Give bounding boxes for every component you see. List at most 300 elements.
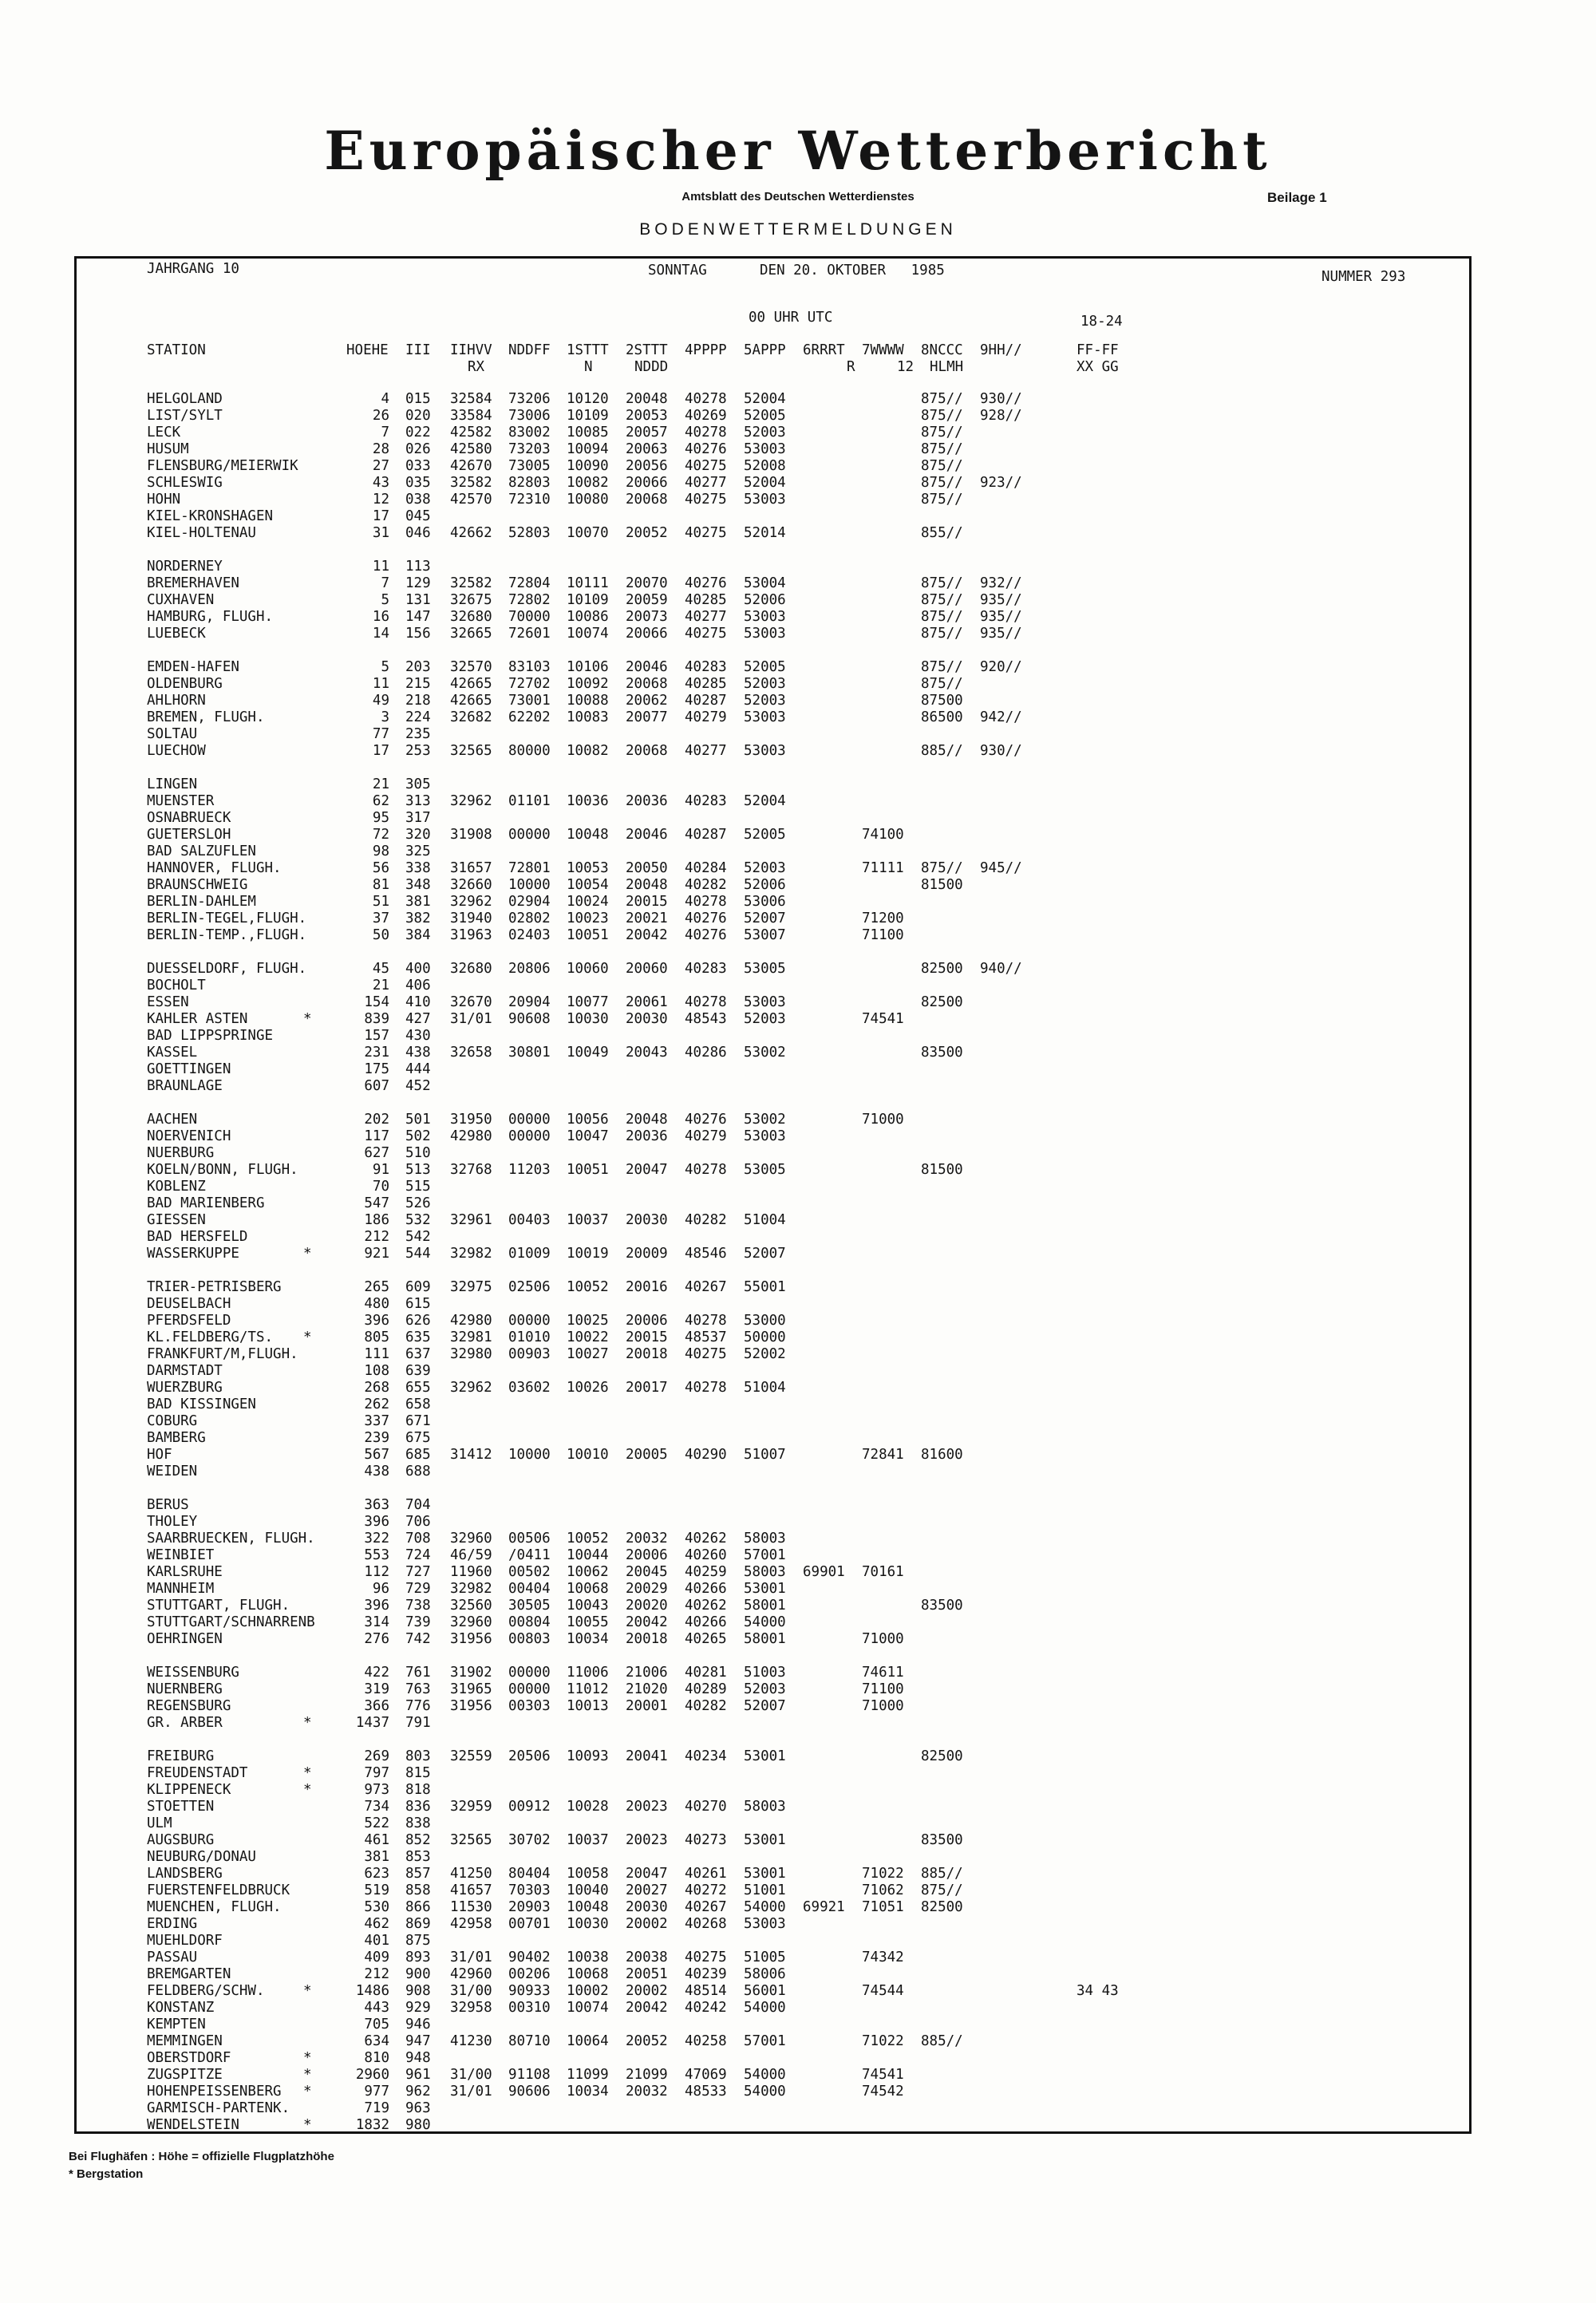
station-name: OSNABRUECK xyxy=(147,810,231,826)
mountain-station-marker: * xyxy=(303,1011,312,1027)
synop-group-2: 30505 xyxy=(508,1598,551,1614)
synop-group-6: 52007 xyxy=(744,1698,786,1714)
synop-group-6: 53003 xyxy=(744,1128,786,1144)
synop-group-1: 41250 xyxy=(450,1866,492,1882)
synop-group-1: 42980 xyxy=(450,1128,492,1144)
synop-group-1: 31/00 xyxy=(450,1983,492,1999)
synop-group-4: 20053 xyxy=(626,408,668,424)
station-index: 381 xyxy=(405,894,431,910)
synop-group-2: 03602 xyxy=(508,1380,551,1396)
synop-group-2: 70000 xyxy=(508,609,551,625)
synop-group-1: 32768 xyxy=(450,1162,492,1178)
station-height: 1437 xyxy=(355,1715,389,1731)
synop-group-6: 52003 xyxy=(744,860,786,876)
synop-group-5: 40285 xyxy=(685,592,727,608)
synop-group-4: 20030 xyxy=(626,1011,668,1027)
station-height: 522 xyxy=(364,1815,389,1831)
synop-group-9: 875// xyxy=(921,391,963,407)
station-index: 761 xyxy=(405,1665,431,1681)
station-height: 28 xyxy=(372,441,389,457)
station-height: 366 xyxy=(364,1698,389,1714)
station-height: 27 xyxy=(372,458,389,474)
synop-group-9: 87500 xyxy=(921,693,963,709)
synop-group-3: 10083 xyxy=(567,709,609,725)
station-name: MUENSTER xyxy=(147,793,215,809)
synop-group-5: 40262 xyxy=(685,1531,727,1547)
station-index: 224 xyxy=(405,709,431,725)
station-height: 567 xyxy=(364,1447,389,1463)
synop-group-2: 01010 xyxy=(508,1329,551,1345)
station-name: AUGSBURG xyxy=(147,1832,215,1848)
synop-group-1: 42980 xyxy=(450,1313,492,1329)
synop-group-9: 875// xyxy=(921,441,963,457)
station-name: HANNOVER, FLUGH. xyxy=(147,860,282,876)
header-group2: NDDFF xyxy=(508,342,551,358)
station-height: 265 xyxy=(364,1279,389,1295)
station-name: FUERSTENFELDBRUCK xyxy=(147,1882,290,1898)
synop-group-5: 40275 xyxy=(685,1949,727,1965)
synop-group-6: 52005 xyxy=(744,827,786,843)
synop-group-4: 20006 xyxy=(626,1313,668,1329)
synop-group-3: 10055 xyxy=(567,1614,609,1630)
synop-group-2: 91108 xyxy=(508,2067,551,2083)
station-height: 108 xyxy=(364,1363,389,1379)
synop-group-6: 57001 xyxy=(744,1547,786,1563)
station-name: FRANKFURT/M,FLUGH. xyxy=(147,1346,298,1362)
synop-group-3: 10013 xyxy=(567,1698,609,1714)
synop-group-6: 53007 xyxy=(744,927,786,943)
station-name: WEINBIET xyxy=(147,1547,215,1563)
synop-group-9: 83500 xyxy=(921,1832,963,1848)
station-height: 91 xyxy=(372,1162,389,1178)
station-name: AACHEN xyxy=(147,1112,198,1128)
synop-group-5: 40282 xyxy=(685,1698,727,1714)
synop-group-3: 10044 xyxy=(567,1547,609,1563)
station-index: 384 xyxy=(405,927,431,943)
station-index: 858 xyxy=(405,1882,431,1898)
synop-group-1: 31963 xyxy=(450,927,492,943)
synop-group-1: 31956 xyxy=(450,1631,492,1647)
station-index: 444 xyxy=(405,1061,431,1077)
station-index: 510 xyxy=(405,1145,431,1161)
synop-group-5: 40269 xyxy=(685,408,727,424)
station-name: SAARBRUECKEN, FLUGH. xyxy=(147,1531,315,1547)
station-height: 1486 xyxy=(355,1983,389,1999)
station-name: KIEL-HOLTENAU xyxy=(147,525,256,541)
station-height: 627 xyxy=(364,1145,389,1161)
header-group7: 6RRRT xyxy=(803,342,845,358)
synop-group-3: 10030 xyxy=(567,1916,609,1932)
synop-group-6: 52005 xyxy=(744,408,786,424)
station-name: PFERDSFELD xyxy=(147,1313,231,1329)
station-index: 033 xyxy=(405,458,431,474)
synop-group-9: 86500 xyxy=(921,709,963,725)
synop-group-4: 20070 xyxy=(626,575,668,591)
station-index: 962 xyxy=(405,2084,431,2100)
synop-group-6: 52002 xyxy=(744,1346,786,1362)
synop-group-3: 10052 xyxy=(567,1279,609,1295)
synop-group-6: 53003 xyxy=(744,994,786,1010)
synop-group-8: 74342 xyxy=(862,1949,904,1965)
synop-group-8: 71022 xyxy=(862,2033,904,2049)
synop-group-1: 31902 xyxy=(450,1665,492,1681)
station-name: MUEHLDORF xyxy=(147,1933,223,1949)
synop-group-3: 10093 xyxy=(567,1748,609,1764)
synop-group-1: 32981 xyxy=(450,1329,492,1345)
synop-group-4: 20036 xyxy=(626,793,668,809)
synop-group-4: 20020 xyxy=(626,1598,668,1614)
station-height: 438 xyxy=(364,1464,389,1479)
mountain-station-marker: * xyxy=(303,2050,312,2066)
station-index: 908 xyxy=(405,1983,431,1999)
synop-group-5: 40281 xyxy=(685,1665,727,1681)
station-height: 70 xyxy=(372,1179,389,1195)
synop-group-6: 53005 xyxy=(744,1162,786,1178)
synop-group-1: 31/01 xyxy=(450,1011,492,1027)
synop-group-2: 20806 xyxy=(508,961,551,977)
station-name: KEMPTEN xyxy=(147,2017,206,2032)
synop-group-6: 54000 xyxy=(744,2084,786,2100)
synop-group-4: 20038 xyxy=(626,1949,668,1965)
header-group10: 9HH// xyxy=(980,342,1022,358)
synop-group-1: 46/59 xyxy=(450,1547,492,1563)
synop-group-3: 10062 xyxy=(567,1564,609,1580)
synop-group-5: 40275 xyxy=(685,626,727,642)
synop-group-1: 32962 xyxy=(450,1380,492,1396)
header-group9-sub: HLMH xyxy=(930,359,964,375)
station-name: BAD SALZUFLEN xyxy=(147,843,256,859)
synop-group-1: 42958 xyxy=(450,1916,492,1932)
synop-group-2: 73006 xyxy=(508,408,551,424)
synop-group-2: 82803 xyxy=(508,475,551,491)
station-height: 95 xyxy=(372,810,389,826)
synop-group-1: 32682 xyxy=(450,709,492,725)
station-height: 212 xyxy=(364,1229,389,1245)
synop-group-8: 72841 xyxy=(862,1447,904,1463)
station-name: LINGEN xyxy=(147,776,198,792)
synop-group-1: 41657 xyxy=(450,1882,492,1898)
station-name: BREMEN, FLUGH. xyxy=(147,709,265,725)
station-index: 791 xyxy=(405,1715,431,1731)
synop-group-6: 52004 xyxy=(744,475,786,491)
synop-group-1: 11960 xyxy=(450,1564,492,1580)
station-height: 973 xyxy=(364,1782,389,1798)
synop-group-9: 885// xyxy=(921,1866,963,1882)
station-height: 5 xyxy=(381,659,389,675)
synop-group-5: 40290 xyxy=(685,1447,727,1463)
synop-group-5: 40278 xyxy=(685,391,727,407)
station-index: 609 xyxy=(405,1279,431,1295)
synop-group-3: 10034 xyxy=(567,1631,609,1647)
synop-group-6: 58001 xyxy=(744,1631,786,1647)
station-index: 325 xyxy=(405,843,431,859)
synop-group-1: 32658 xyxy=(450,1045,492,1061)
station-name: GIESSEN xyxy=(147,1212,206,1228)
station-height: 314 xyxy=(364,1614,389,1630)
synop-group-5: 48546 xyxy=(685,1246,727,1262)
synop-group-3: 10019 xyxy=(567,1246,609,1262)
synop-group-8: 74542 xyxy=(862,2084,904,2100)
synop-group-5: 40282 xyxy=(685,1212,727,1228)
station-index: 815 xyxy=(405,1765,431,1781)
synop-group-5: 40276 xyxy=(685,441,727,457)
station-index: 708 xyxy=(405,1531,431,1547)
synop-group-1: 32660 xyxy=(450,877,492,893)
synop-group-3: 10082 xyxy=(567,743,609,759)
station-index: 946 xyxy=(405,2017,431,2032)
synop-group-8: 71062 xyxy=(862,1882,904,1898)
synop-group-8: 74541 xyxy=(862,1011,904,1027)
synop-group-2: 00000 xyxy=(508,1112,551,1128)
station-height: 401 xyxy=(364,1933,389,1949)
station-height: 839 xyxy=(364,1011,389,1027)
synop-group-1: 32975 xyxy=(450,1279,492,1295)
header-group5: 4PPPP xyxy=(685,342,727,358)
synop-group-1: 32980 xyxy=(450,1346,492,1362)
station-name: BERLIN-TEGEL,FLUGH. xyxy=(147,911,307,926)
synop-group-5: 40275 xyxy=(685,1346,727,1362)
synop-group-2: 10000 xyxy=(508,877,551,893)
synop-group-4: 20023 xyxy=(626,1832,668,1848)
station-height: 98 xyxy=(372,843,389,859)
synop-group-9: 875// xyxy=(921,676,963,692)
synop-group-6: 53001 xyxy=(744,1748,786,1764)
station-height: 409 xyxy=(364,1949,389,1965)
synop-group-4: 20045 xyxy=(626,1564,668,1580)
synop-group-3: 10043 xyxy=(567,1598,609,1614)
synop-group-8: 71100 xyxy=(862,1681,904,1697)
synop-group-3: 10068 xyxy=(567,1581,609,1597)
station-name: BERLIN-TEMP.,FLUGH. xyxy=(147,927,307,943)
synop-group-4: 20005 xyxy=(626,1447,668,1463)
synop-group-4: 20042 xyxy=(626,2000,668,2016)
header-group3-sub: N xyxy=(584,359,593,375)
station-index: 776 xyxy=(405,1698,431,1714)
synop-group-6: 53001 xyxy=(744,1832,786,1848)
header-group7-sub: R xyxy=(847,359,855,375)
station-height: 977 xyxy=(364,2084,389,2100)
mountain-station-marker: * xyxy=(303,1782,312,1798)
synop-group-3: 10047 xyxy=(567,1128,609,1144)
synop-group-2: 80404 xyxy=(508,1866,551,1882)
synop-group-5: 40275 xyxy=(685,492,727,508)
synop-group-1: 42580 xyxy=(450,441,492,457)
station-height: 186 xyxy=(364,1212,389,1228)
station-name: WENDELSTEIN xyxy=(147,2117,239,2133)
station-name: STUTTGART/SCHNARRENB xyxy=(147,1614,315,1630)
station-name: BERLIN-DAHLEM xyxy=(147,894,256,910)
synop-group-9: 875// xyxy=(921,592,963,608)
station-name: KAHLER ASTEN xyxy=(147,1011,248,1027)
station-index: 045 xyxy=(405,508,431,524)
synop-group-9: 875// xyxy=(921,492,963,508)
station-height: 21 xyxy=(372,776,389,792)
synop-group-10: 923// xyxy=(980,475,1022,491)
station-index: 869 xyxy=(405,1916,431,1932)
station-name: BREMERHAVEN xyxy=(147,575,239,591)
synop-group-1: 32960 xyxy=(450,1531,492,1547)
station-height: 719 xyxy=(364,2100,389,2116)
synop-group-3: 10074 xyxy=(567,626,609,642)
station-name: HAMBURG, FLUGH. xyxy=(147,609,274,625)
synop-group-9: 875// xyxy=(921,408,963,424)
station-name: AHLHORN xyxy=(147,693,206,709)
synop-group-6: 58001 xyxy=(744,1598,786,1614)
synop-group-4: 20036 xyxy=(626,1128,668,1144)
station-index: 929 xyxy=(405,2000,431,2016)
synop-group-1: 42570 xyxy=(450,492,492,508)
station-height: 276 xyxy=(364,1631,389,1647)
station-name: FLENSBURG/MEIERWIK xyxy=(147,458,298,474)
synop-group-3: 10060 xyxy=(567,961,609,977)
synop-group-10: 930// xyxy=(980,743,1022,759)
station-height: 31 xyxy=(372,525,389,541)
synop-group-2: 72802 xyxy=(508,592,551,608)
station-height: 212 xyxy=(364,1966,389,1982)
station-name: KARLSRUHE xyxy=(147,1564,223,1580)
synop-group-3: 10052 xyxy=(567,1531,609,1547)
synop-group-6: 58006 xyxy=(744,1966,786,1982)
synop-group-1: 32582 xyxy=(450,575,492,591)
station-name: BAD KISSINGEN xyxy=(147,1396,256,1412)
station-height: 231 xyxy=(364,1045,389,1061)
mountain-station-marker: * xyxy=(303,1983,312,1999)
station-height: 117 xyxy=(364,1128,389,1144)
station-name: WUERZBURG xyxy=(147,1380,223,1396)
synop-group-6: 51004 xyxy=(744,1380,786,1396)
synop-group-2: 00403 xyxy=(508,1212,551,1228)
synop-group-3: 10037 xyxy=(567,1212,609,1228)
station-name: COBURG xyxy=(147,1413,198,1429)
station-height: 3 xyxy=(381,709,389,725)
synop-group-3: 10048 xyxy=(567,1899,609,1915)
station-name: HELGOLAND xyxy=(147,391,223,407)
station-index: 156 xyxy=(405,626,431,642)
station-height: 175 xyxy=(364,1061,389,1077)
synop-group-2: 90933 xyxy=(508,1983,551,1999)
header-group4: 2STTT xyxy=(626,342,668,358)
synop-group-1: 42665 xyxy=(450,676,492,692)
station-index: 742 xyxy=(405,1631,431,1647)
volume-label: JAHRGANG 10 xyxy=(147,261,239,277)
synop-group-2: 00000 xyxy=(508,1128,551,1144)
synop-group-9: 875// xyxy=(921,458,963,474)
synop-group-6: 56001 xyxy=(744,1983,786,1999)
station-name: GOETTINGEN xyxy=(147,1061,231,1077)
synop-group-5: 40276 xyxy=(685,927,727,943)
synop-group-4: 20042 xyxy=(626,927,668,943)
synop-group-2: 02506 xyxy=(508,1279,551,1295)
station-index: 035 xyxy=(405,475,431,491)
synop-group-8: 71100 xyxy=(862,927,904,943)
synop-group-2: 00912 xyxy=(508,1799,551,1815)
station-index: 046 xyxy=(405,525,431,541)
synop-group-2: 00903 xyxy=(508,1346,551,1362)
header-iii: III xyxy=(405,342,431,358)
synop-group-3: 10064 xyxy=(567,2033,609,2049)
station-index: 875 xyxy=(405,1933,431,1949)
synop-group-4: 20027 xyxy=(626,1882,668,1898)
synop-group-9: 81500 xyxy=(921,1162,963,1178)
synop-group-4: 20068 xyxy=(626,492,668,508)
station-index: 235 xyxy=(405,726,431,742)
synop-group-10: 935// xyxy=(980,592,1022,608)
synop-group-9: 83500 xyxy=(921,1045,963,1061)
synop-group-1: 32982 xyxy=(450,1246,492,1262)
station-height: 17 xyxy=(372,743,389,759)
synop-group-5: 40239 xyxy=(685,1966,727,1982)
station-name: GR. ARBER xyxy=(147,1715,223,1731)
station-height: 16 xyxy=(372,609,389,625)
station-index: 022 xyxy=(405,425,431,440)
station-name: HUSUM xyxy=(147,441,189,457)
synop-group-4: 20047 xyxy=(626,1162,668,1178)
synop-group-9: 82500 xyxy=(921,994,963,1010)
station-height: 319 xyxy=(364,1681,389,1697)
station-height: 1832 xyxy=(355,2117,389,2133)
station-name: DEUSELBACH xyxy=(147,1296,231,1312)
synop-group-1: 32959 xyxy=(450,1799,492,1815)
station-index: 803 xyxy=(405,1748,431,1764)
station-height: 381 xyxy=(364,1849,389,1865)
mountain-station-marker: * xyxy=(303,2117,312,2133)
synop-group-2: 01009 xyxy=(508,1246,551,1262)
station-height: 43 xyxy=(372,475,389,491)
synop-group-5: 40262 xyxy=(685,1598,727,1614)
synop-group-1: 31412 xyxy=(450,1447,492,1463)
synop-group-6: 52007 xyxy=(744,911,786,926)
synop-group-4: 20077 xyxy=(626,709,668,725)
synop-group-9: 875// xyxy=(921,1882,963,1898)
station-height: 363 xyxy=(364,1497,389,1513)
synop-group-6: 53003 xyxy=(744,1916,786,1932)
station-height: 45 xyxy=(372,961,389,977)
synop-group-5: 48514 xyxy=(685,1983,727,1999)
synop-group-10: 928// xyxy=(980,408,1022,424)
synop-group-1: 32670 xyxy=(450,994,492,1010)
station-name: NEUBURG/DONAU xyxy=(147,1849,256,1865)
synop-group-1: 31965 xyxy=(450,1681,492,1697)
synop-group-5: 40266 xyxy=(685,1581,727,1597)
synop-group-1: 32680 xyxy=(450,609,492,625)
synop-group-3: 10037 xyxy=(567,1832,609,1848)
synop-group-6: 53002 xyxy=(744,1112,786,1128)
synop-group-2: 72310 xyxy=(508,492,551,508)
synop-group-4: 20002 xyxy=(626,1916,668,1932)
synop-group-1: 31/00 xyxy=(450,2067,492,2083)
station-name: FELDBERG/SCHW. xyxy=(147,1983,265,1999)
synop-group-9: 875// xyxy=(921,575,963,591)
station-index: 113 xyxy=(405,559,431,575)
synop-group-2: 90402 xyxy=(508,1949,551,1965)
synop-group-4: 20061 xyxy=(626,994,668,1010)
station-name: KIEL-KRONSHAGEN xyxy=(147,508,274,524)
synop-group-8: 71111 xyxy=(862,860,904,876)
station-name: EMDEN-HAFEN xyxy=(147,659,239,675)
synop-group-5: 40278 xyxy=(685,1380,727,1396)
synop-group-10: 935// xyxy=(980,626,1022,642)
synop-group-1: 42582 xyxy=(450,425,492,440)
station-height: 462 xyxy=(364,1916,389,1932)
synop-group-2: 72702 xyxy=(508,676,551,692)
station-name: THOLEY xyxy=(147,1514,198,1530)
station-index: 253 xyxy=(405,743,431,759)
synop-group-2: 10000 xyxy=(508,1447,551,1463)
synop-group-3: 10010 xyxy=(567,1447,609,1463)
synop-group-5: 40283 xyxy=(685,961,727,977)
station-height: 337 xyxy=(364,1413,389,1429)
station-index: 131 xyxy=(405,592,431,608)
